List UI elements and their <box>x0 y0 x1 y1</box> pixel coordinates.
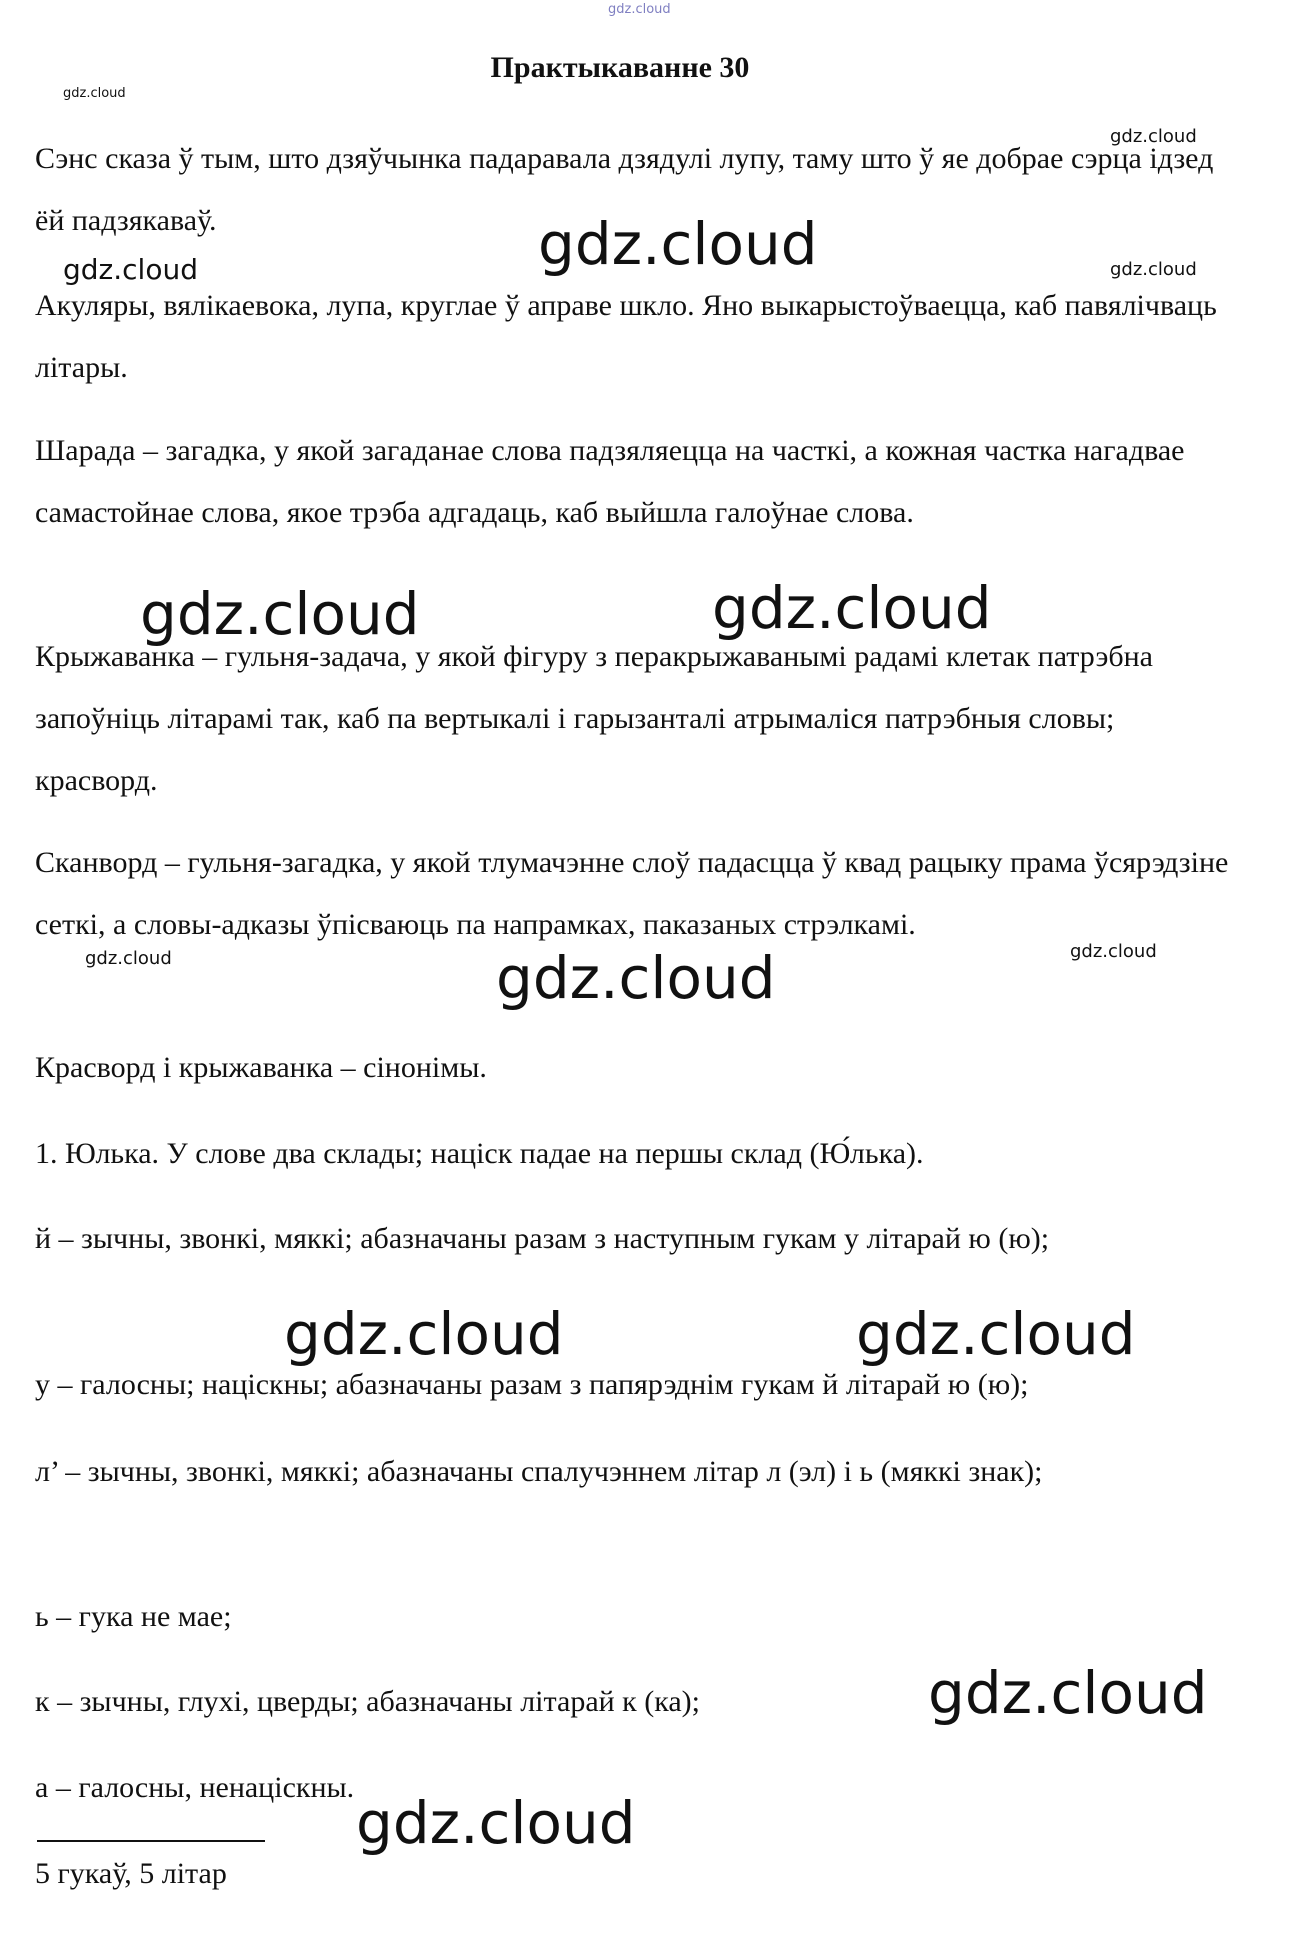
paragraph: Шарада – загадка, у якой загаданае слова падзяляецца на часткі, а кожная частка нагадвае самастойнае слова, якое трэба адгадаць, каб выйшла галоўнае слова. <box>35 434 1185 529</box>
watermark: gdz.cloud <box>1110 126 1197 147</box>
watermark: gdz.cloud <box>496 944 776 1012</box>
summary-line: 5 гукаў, 5 літар <box>35 1857 227 1890</box>
paragraph: й – зычны, звонкі, мяккі; абазначаны разам з наступным гукам у літарай ю (ю); <box>35 1222 1050 1255</box>
paragraph: 1. Юлька. У слове два склады; націск падае на першы склад (Ю́лька). <box>35 1137 924 1170</box>
watermark: gdz.cloud <box>928 1659 1208 1727</box>
paragraph: Крыжаванка – гульня-задача, у якой фігуру з перакрыжаванымі радамі клетак патрэбна запоўніць літарамі так, каб па вертыкалі і гарызанталі атрымаліся патрэбныя словы; красворд. <box>35 640 1153 797</box>
paragraph: Сканворд – гульня-загадка, у якой тлумачэнне слоў падасцца ў квад рацыку прама ўсярэдзіне сеткі, а словы-адказы ўпісваюць па напрамках, паказаных стрэлкамі. <box>35 846 1229 941</box>
watermark: gdz.cloud <box>284 1300 564 1368</box>
paragraph: Акуляры, вялікаевока, лупа, круглае ў аправе шкло. Яно выкарыстоўваецца, каб павялічваць літары. <box>35 289 1217 384</box>
page-title: Практыкаванне 30 <box>490 51 750 84</box>
watermark: gdz.cloud <box>63 86 126 101</box>
paragraph: а – галосны, ненаціскны. <box>35 1771 355 1804</box>
watermark: gdz.cloud <box>63 253 198 286</box>
paragraph: к – зычны, глухі, цверды; абазначаны літарай к (ка); <box>35 1685 701 1718</box>
paragraph: л’ – зычны, звонкі, мяккі; абазначаны спалучэннем літар л (эл) і ь (мяккі знак); <box>35 1455 1043 1488</box>
summary-divider <box>37 1840 265 1842</box>
paragraph: Красворд і крыжаванка – сінонімы. <box>35 1051 487 1084</box>
paragraph: у – галосны; націскны; абазначаны разам з папярэднім гукам й літарай ю (ю); <box>35 1368 1029 1401</box>
paragraph: ь – гука не мае; <box>35 1600 232 1633</box>
watermark: gdz.cloud <box>85 948 172 969</box>
watermark: gdz.cloud <box>538 210 818 278</box>
paragraph: Сэнс сказа ў тым, што дзяўчынка падаравала дзядулі лупу, таму што ў яе добрае сэрца ідзед ёй падзякаваў. <box>35 142 1214 237</box>
watermark: gdz.cloud <box>712 574 992 642</box>
watermark: gdz.cloud <box>608 2 671 17</box>
watermark: gdz.cloud <box>1070 941 1157 962</box>
watermark: gdz.cloud <box>140 580 420 648</box>
watermark: gdz.cloud <box>1110 259 1197 280</box>
watermark: gdz.cloud <box>356 1789 636 1857</box>
watermark: gdz.cloud <box>856 1300 1136 1368</box>
